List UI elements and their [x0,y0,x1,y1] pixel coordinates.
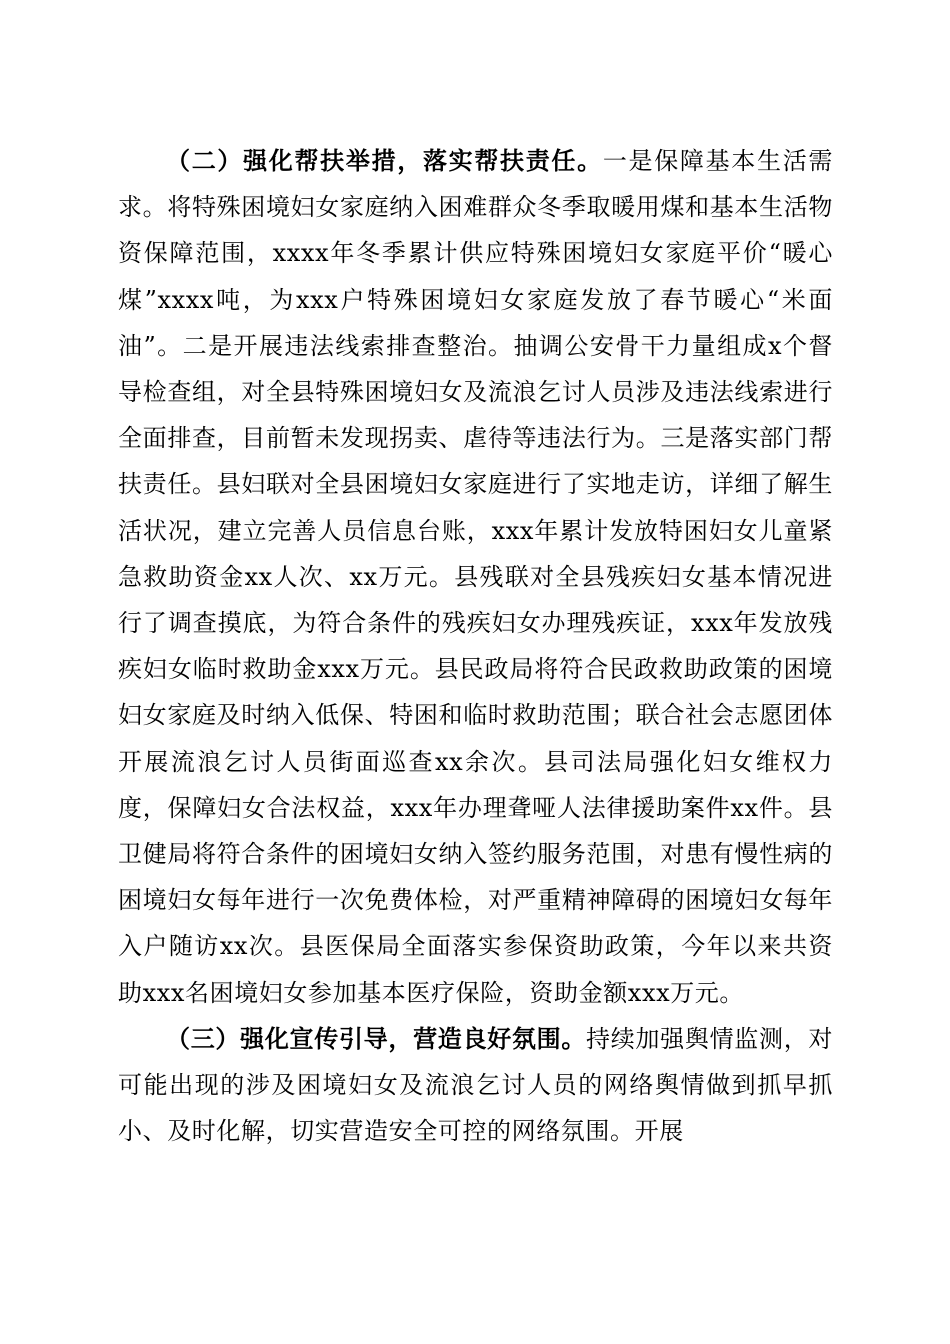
paragraph-section-2 [118,138,833,1016]
paragraph-section-3 [118,1016,833,1155]
document-body [118,138,833,1154]
paragraph-body: 一是保障基本生活需求。将特殊困境妇女家庭纳入困难群众冬季取暖用煤和基本生活物资保障范围，xxxx年冬季累计供应特殊困境妇女家庭平价“暖心煤”xxxx吨，为xxx户特殊困境妇女家庭发放了春节暖心“米面油”。二是开展违法线索排查整治。抽调公安骨干力量组成x个督导检查组，对全县特殊困境妇女及流浪乞讨人员涉及违法线索进行全面排查，目前暂未发现拐卖、虐待等违法行为。三是落实部门帮扶责任。县妇联对全县困境妇女家庭进行了实地走访，详细了解生活状况，建立完善人员信息台账，xxx年累计发放特困妇女儿童紧急救助资金xx人次、xx万元。县残联对全县残疾妇女基本情况进行了调查摸底，为符合条件的残疾妇女办理残疾证，xxx年发放残疾妇女临时救助金xxx万元。县民政局将符合民政救助政策的困境妇女家庭及时纳入低保、特困和临时救助范围；联合社会志愿团体开展流浪乞讨人员街面巡查xx余次。县司法局强化妇女维权力度，保障妇女合法权益，xxx年办理聋哑人法律援助案件xx件。县卫健局将符合条件的困境妇女纳入签约服务范围，对患有慢性病的困境妇女每年进行一次免费体检，对严重精神障碍的困境妇女每年入户随访xx次。县医保局全面落实参保资助政策，今年以来共资助xxx名困境妇女参加基本医疗保险，资助金额xxx万元。 [118,147,833,1007]
paragraph-body: 持续加强舆情监测，对可能出现的涉及困境妇女及流浪乞讨人员的网络舆情做到抓早抓小、及时化解，切实营造安全可控的网络氛围。开展 [118,1024,833,1146]
paragraph-heading: （三）强化宣传引导，营造良好氛围。 [166,1023,587,1053]
paragraph-heading: （二）强化帮扶举措，落实帮扶责任。 [166,146,603,175]
